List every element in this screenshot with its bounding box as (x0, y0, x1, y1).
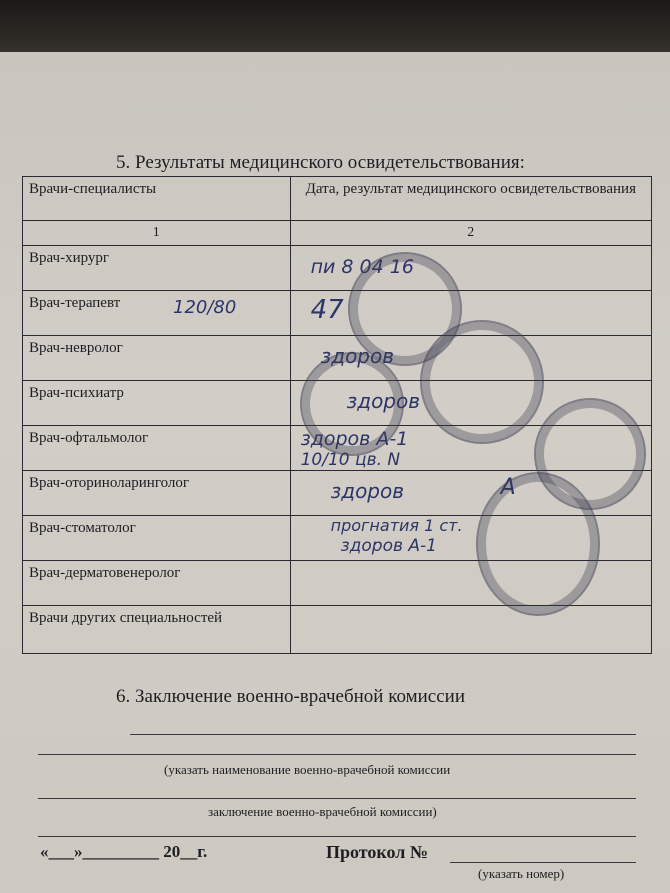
background-top (0, 0, 670, 60)
handwritten-entry: здоров А-1 (300, 428, 409, 450)
handwritten-entry: здоров (346, 389, 421, 413)
row-label-psychiatrist: Врач-психиатр (23, 381, 291, 426)
row-label: Врач-терапевт (29, 295, 121, 311)
row-label-other: Врачи других специальностей (23, 606, 291, 654)
row-label-ent: Врач-оториноларинголог (23, 471, 291, 516)
handwritten-entry-2: здоров А-1 (340, 536, 437, 556)
row-label-ophthalmologist: Врач-офтальмолог (23, 426, 291, 471)
row-label-dentist: Врач-стоматолог (23, 516, 291, 561)
document-page (0, 52, 670, 893)
row-label-dermatologist: Врач-дерматовенеролог (23, 561, 291, 606)
handwritten-entry-2: А (500, 475, 516, 500)
handwritten-entry-2: 10/10 цв. N (300, 450, 401, 470)
row-label-surgeon: Врач-хирург (23, 246, 291, 291)
col-number-2: 2 (290, 221, 651, 246)
row-label-therapist (23, 291, 291, 336)
blank-line (38, 754, 636, 755)
handwritten-entry: здоров (330, 479, 405, 503)
stamp-circle (420, 320, 544, 444)
section5-title: 5. Результаты медицинского освидетельствования: (116, 152, 525, 173)
blank-line (38, 798, 636, 799)
date-field: «___»_________ 20__г. (40, 842, 208, 861)
blank-line (38, 836, 636, 837)
blank-line (130, 734, 636, 735)
caption-commission-conclusion: заключение военно-врачебной комиссии) (208, 804, 437, 819)
handwritten-entry: здоров (320, 344, 395, 368)
section6-title: 6. Заключение военно-врачебной комиссии (116, 686, 465, 707)
row-entry-other (290, 606, 651, 654)
handwritten-entry: 47 (310, 295, 344, 325)
stamp-circle (300, 352, 404, 456)
row-entry-surgeon (290, 246, 651, 291)
handwritten-entry: прогнатия 1 ст. (330, 516, 463, 535)
col-number-1: 1 (23, 221, 291, 246)
header-date-result: Дата, результат медицинского освидетельствования (290, 177, 651, 221)
header-specialists: Врачи-специалисты (23, 177, 291, 221)
handwritten-pressure: 120/80 (173, 297, 237, 318)
stamp-circle (476, 472, 600, 616)
protocol-number-line (450, 862, 636, 863)
handwritten-entry: пи 8 04 16 (310, 256, 414, 278)
row-label-neurologist: Врач-невролог (23, 336, 291, 381)
protocol-label: Протокол № (326, 842, 428, 862)
caption-protocol-number: (указать номер) (478, 866, 565, 881)
caption-commission-name: (указать наименование военно-врачебной комиссии (164, 762, 451, 777)
row-entry-dermatologist (290, 561, 651, 606)
